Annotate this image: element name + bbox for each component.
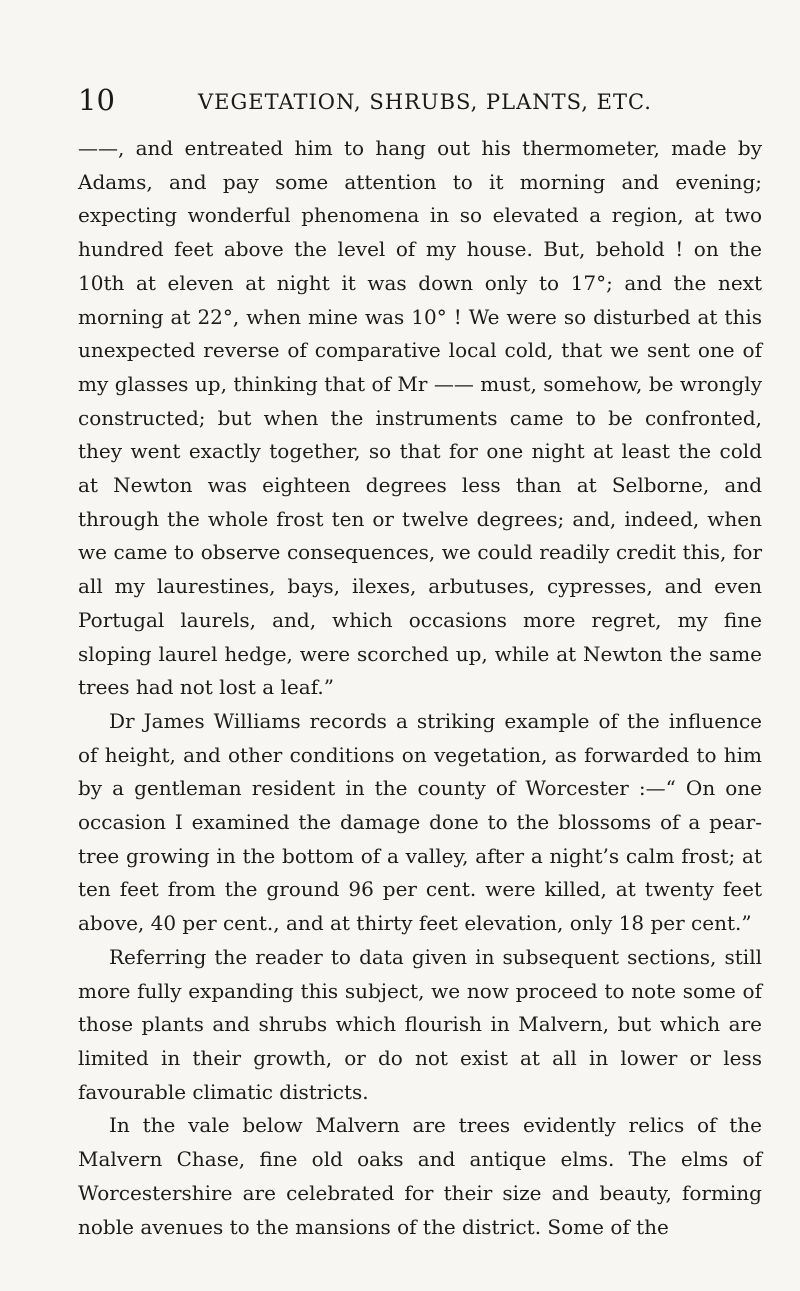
body-text [78, 132, 762, 1244]
paragraph: In the vale below Malvern are trees evidently relics of the Malvern Chase, fine old oaks and antique elms. The elms of Worcestershire are celebrated for their size and beauty, forming noble avenues to the mansions of the district. Some of the [78, 1113, 762, 1239]
page-header [78, 80, 758, 120]
paragraph-continued: ——, and entreated him to hang out his thermometer, made by Adams, and pay some attention to it morning and evening; expecting wonderful phenomena in so elevated a region, at two hundred feet above the level of my house. But, behold ! on the 10th at eleven at night it was down only to 17°; and the next morning at 22°, when mine was 10° ! We were so disturbed at this unexpected reverse of comparative local cold, that we sent one of my glasses up, thinking that of Mr —— must, somehow, be wrongly constructed; but when the instruments came to be confronted, they went exactly together, so that for one night at least the cold at Newton was eighteen degrees less than at Selborne, and through the whole frost ten or twelve degrees; and, indeed, when we came to observe consequences, we could readily credit this, for all my laurestines, bays, ilexes, arbutuses, cypresses, and even Portugal laurels, and, which occasions more regret, my fine sloping laurel hedge, were scorched up, while at Newton the same trees had not lost a leaf.” [78, 136, 762, 700]
running-head: VEGETATION, SHRUBS, PLANTS, ETC. [198, 90, 652, 114]
paragraph: Dr James Williams records a striking example of the influence of height, and other conditions on vegetation, as forwarded to him by a gentleman resident in the county of Worcester :—“ On one occasion I examined the damage done to the blossoms of a pear-tree growing in the bottom of a valley, after a night’s calm frost; at ten feet from the ground 96 per cent. were killed, at twenty feet above, 40 per cent., and at thirty feet elevation, only 18 per cent.” [78, 708, 762, 936]
paragraph: Referring the reader to data given in subsequent sections, still more fully expanding this subject, we now proceed to note some of those plants and shrubs which flourish in Malvern, but which are limited in their growth, or do not exist at all in lower or less favourable climatic districts. [78, 944, 762, 1104]
page-number: 10 [78, 83, 115, 117]
